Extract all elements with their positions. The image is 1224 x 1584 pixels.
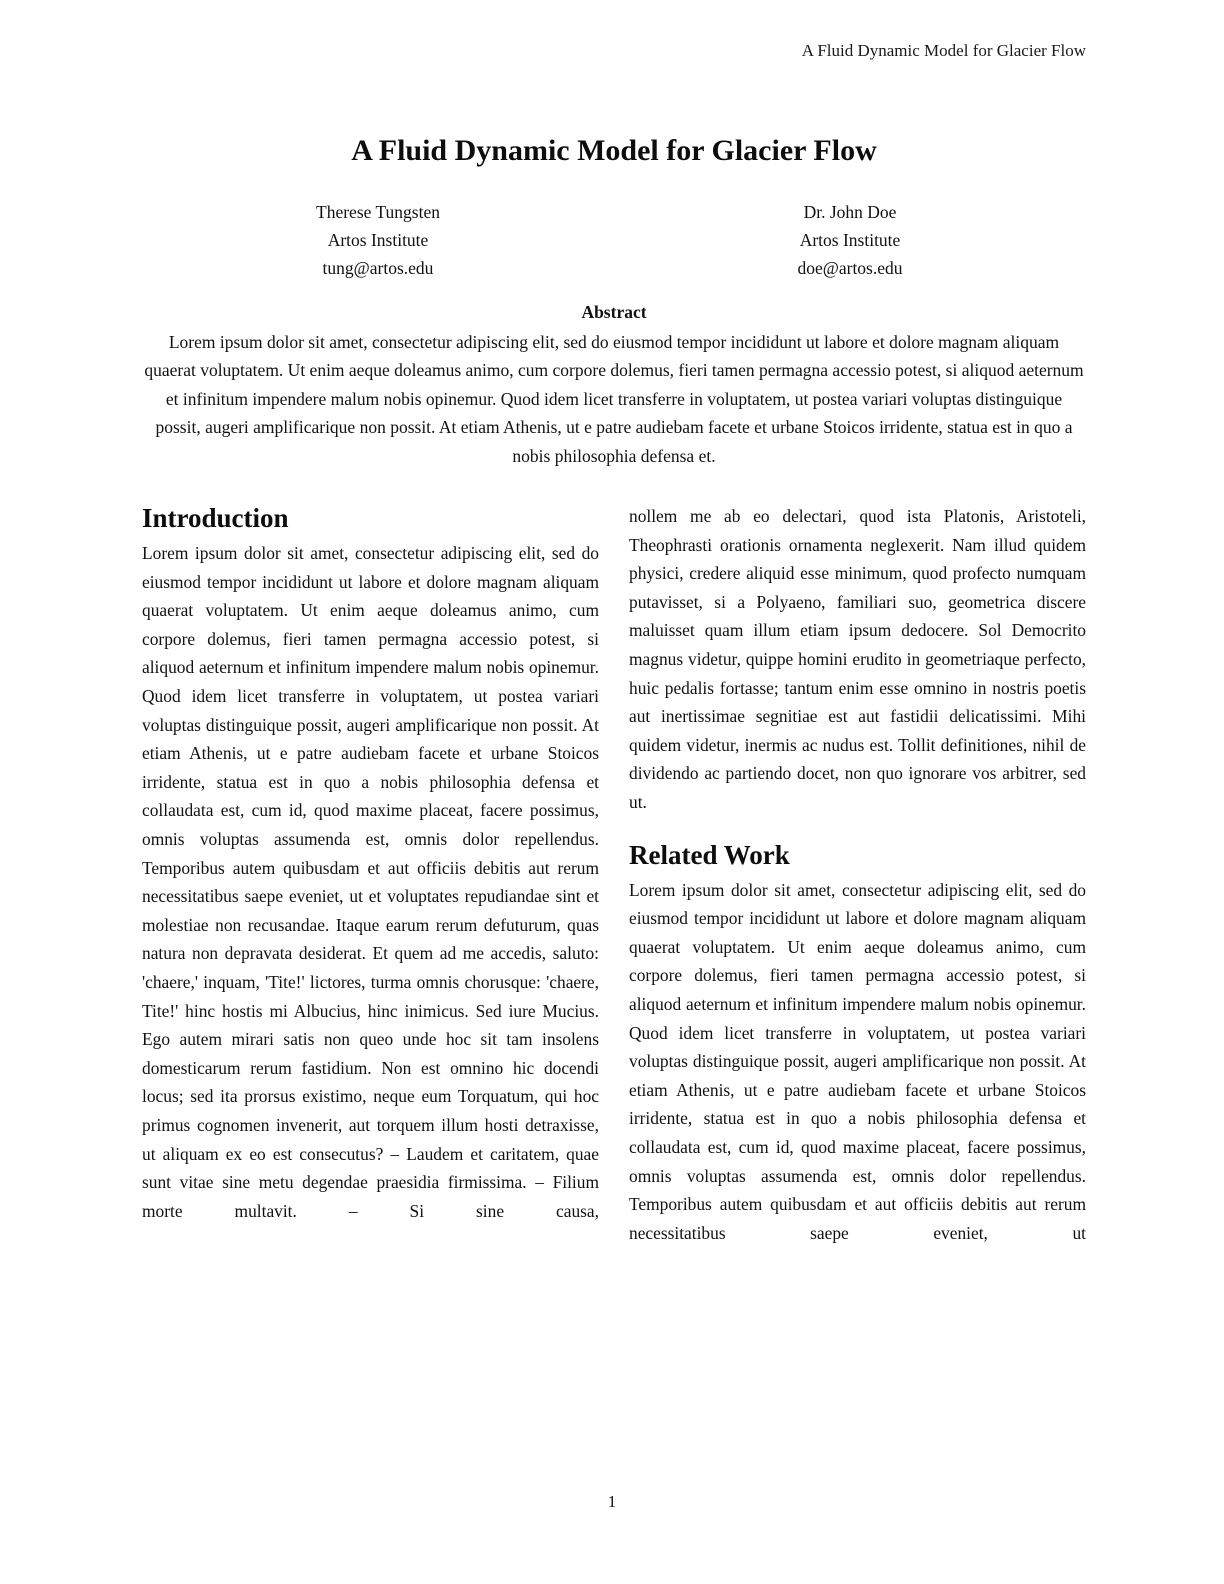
left-column — [142, 502, 599, 1247]
author-block-1 — [142, 198, 614, 282]
running-header: A Fluid Dynamic Model for Glacier Flow — [801, 41, 1086, 60]
introduction-body-part2: nollem me ab eo delectari, quod ista Platonis, Aristoteli, Theophrasti orationis ornamenta neglexerit. Nam illud quidem physici, credere aliquid esse minimum, quod profecto numquam putavisset, si a Polyaeno, familiari suo, geometrica discere maluisset quam illum etiam ipsum dedocere. Sol Democrito magnus videtur, quippe homini erudito in geometriaque perfecto, huic pedalis fortasse; tantum enim esse omnino in nostris poetis aut inertissimae segnitiae est aut fastidii delicatissimi. Mihi quidem videtur, inermis ac nudus est. Tollit definitiones, nihil de dividendo ac partiendo docet, non quo ignorare vos arbitrer, sed ut. — [629, 506, 1086, 812]
abstract-heading: Abstract — [581, 302, 647, 322]
author-name: Therese Tungsten — [316, 202, 440, 222]
author-affiliation: Artos Institute — [327, 230, 429, 250]
author-email: doe@artos.edu — [797, 258, 903, 278]
author-name: Dr. John Doe — [803, 202, 897, 222]
page-number: 1 — [607, 1492, 617, 1511]
abstract-text: Lorem ipsum dolor sit amet, consectetur adipiscing elit, sed do eiusmod tempor incididunt ut labore et dolore magnam aliquam quaerat voluptatem. Ut enim aeque doleamus animo, cum corpore dolemus, fieri tamen permagna accessio potest, si aliquod aeternum et infinitum impendere malum nobis opinemur. Quod idem licet transferre in voluptatem, ut postea variari voluptas distinguique possit, augeri amplificarique non possit. At etiam Athenis, ut e patre audiebam facete et urbane Stoicos irridente, statua est in quo a nobis philosophia defensa et. — [144, 332, 1084, 466]
right-column — [629, 502, 1086, 1247]
section-heading-introduction: Introduction — [142, 503, 289, 534]
author-email: tung@artos.edu — [322, 258, 434, 278]
introduction-body-part1: Lorem ipsum dolor sit amet, consectetur adipiscing elit, sed do eiusmod tempor incididunt ut labore et dolore magnam aliquam quaerat voluptatem. Ut enim aeque doleamus animo, cum corpore dolemus, fieri tamen permagna accessio potest, si aliquod aeternum et infinitum impendere malum nobis opinemur. Quod idem licet transferre in voluptatem, ut postea variari voluptas distinguique possit, augeri amplificarique non possit. At etiam Athenis, ut e patre audiebam facete et urbane Stoicos irridente, statua est in quo a nobis philosophia defensa et collaudata est, cum id, quod maxime placeat, facere possimus, omnis voluptas assumenda est, omnis dolor repellendus. Temporibus autem quibusdam et aut officiis debitis aut rerum necessitatibus saepe eveniet, ut et voluptates repudiandae sint et molestiae non recusandae. Itaque earum rerum defuturum, quas natura non depravata desiderat. Et quem ad me accedis, saluto: 'chaere,' inquam, 'Tite!' lictores, turma omnis chorusque: 'chaere, Tite!' hinc hostis mi Albucius, hinc inimicus. Sed iure Mucius. Ego autem mirari satis non queo unde hoc sit tam insolens domesticarum rerum fastidium. Non est omnino hic docendi locus; sed ita prorsus existimo, neque eum Torquatum, qui hoc primus cognomen invenerit, aut torquem illum hosti detraxisse, ut aliquam ex eo est consecutus? – Laudem et caritatem, quae sunt vitae sine metu degendae praesidia firmissima. – Filium morte multavit. – Si sine causa, — [142, 543, 599, 1221]
two-column-body — [142, 502, 1086, 1247]
section-heading-related-work: Related Work — [629, 839, 790, 870]
paper-title: A Fluid Dynamic Model for Glacier Flow — [351, 134, 877, 167]
authors-row — [142, 198, 1086, 282]
author-affiliation: Artos Institute — [799, 230, 901, 250]
author-block-2 — [614, 198, 1086, 282]
related-work-body: Lorem ipsum dolor sit amet, consectetur adipiscing elit, sed do eiusmod tempor incididunt ut labore et dolore magnam aliquam quaerat voluptatem. Ut enim aeque doleamus animo, cum corpore dolemus, fieri tamen permagna accessio potest, si aliquod aeternum et infinitum impendere malum nobis opinemur. Quod idem licet transferre in voluptatem, ut postea variari voluptas distinguique possit, augeri amplificarique non possit. At etiam Athenis, ut e patre audiebam facete et urbane Stoicos irridente, statua est in quo a nobis philosophia defensa et collaudata est, cum id, quod maxime placeat, facere possimus, omnis voluptas assumenda est, omnis dolor repellendus. Temporibus autem quibusdam et aut officiis debitis aut rerum necessitatibus saepe eveniet, ut — [629, 879, 1086, 1243]
